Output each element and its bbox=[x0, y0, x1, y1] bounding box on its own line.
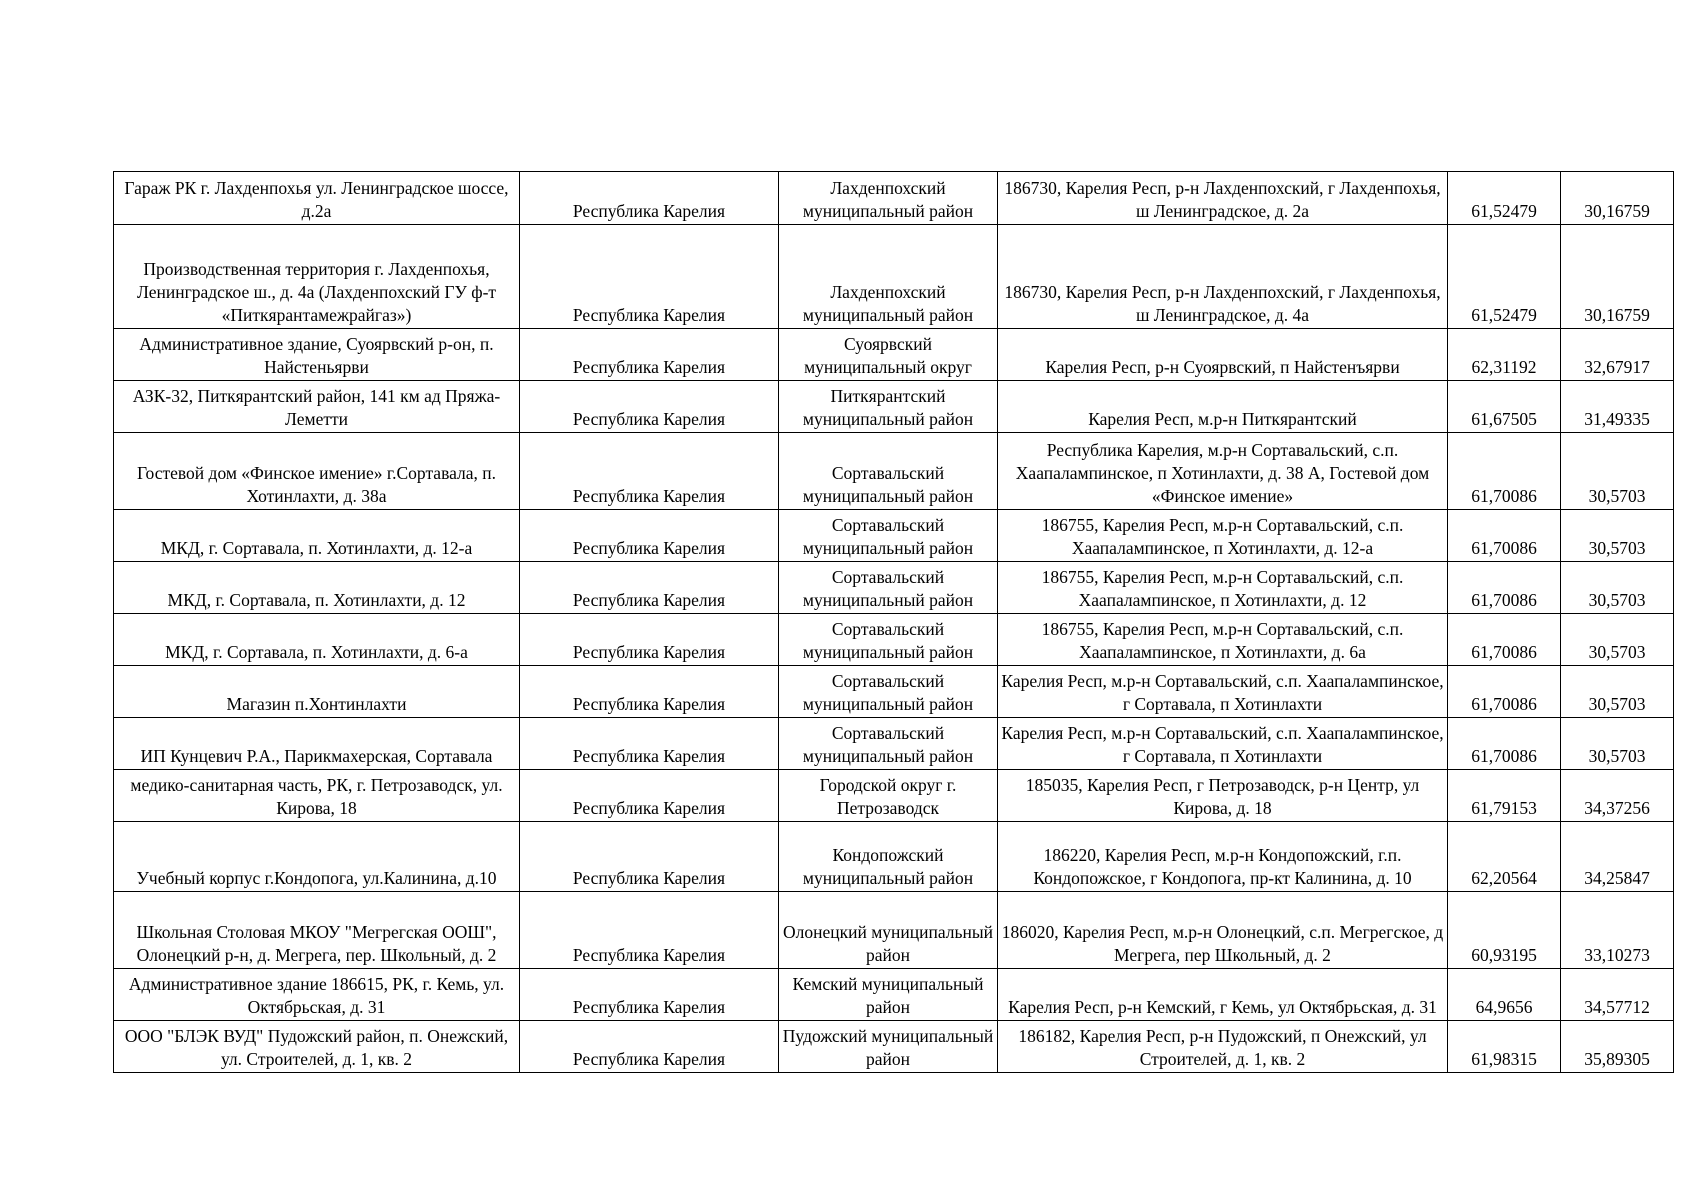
object-name-cell: МКД, г. Сортавала, п. Хотинлахти, д. 12 bbox=[114, 562, 520, 614]
longitude-cell: 30,5703 bbox=[1561, 510, 1674, 562]
table-row bbox=[114, 433, 1674, 510]
latitude-cell: 61,70086 bbox=[1448, 718, 1561, 770]
address-cell: 186755, Карелия Респ, м.р-н Сортавальский, с.п. Хаапалампинское, п Хотинлахти, д. 12-а bbox=[998, 510, 1448, 562]
latitude-cell: 61,70086 bbox=[1448, 614, 1561, 666]
latitude-cell: 64,9656 bbox=[1448, 969, 1561, 1021]
object-name-cell: Учебный корпус г.Кондопога, ул.Калинина, д.10 bbox=[114, 822, 520, 892]
table-row bbox=[114, 172, 1674, 225]
address-cell: 186730, Карелия Респ, р-н Лахденпохский, г Лахденпохья, ш Ленинградское, д. 2а bbox=[998, 172, 1448, 225]
municipality-cell: Сортавальский муниципальный район bbox=[779, 614, 998, 666]
municipality-cell: Питкярантский муниципальный район bbox=[779, 381, 998, 433]
longitude-cell: 33,10273 bbox=[1561, 892, 1674, 969]
address-cell: 186755, Карелия Респ, м.р-н Сортавальский, с.п. Хаапалампинское, п Хотинлахти, д. 6а bbox=[998, 614, 1448, 666]
latitude-cell: 61,79153 bbox=[1448, 770, 1561, 822]
table-row bbox=[114, 562, 1674, 614]
municipality-cell: Сортавальский муниципальный район bbox=[779, 666, 998, 718]
table-row bbox=[114, 892, 1674, 969]
municipality-cell: Сортавальский муниципальный район bbox=[779, 562, 998, 614]
region-cell: Республика Карелия bbox=[520, 969, 779, 1021]
municipality-cell: Сортавальский муниципальный район bbox=[779, 718, 998, 770]
latitude-cell: 60,93195 bbox=[1448, 892, 1561, 969]
object-name-cell: МКД, г. Сортавала, п. Хотинлахти, д. 6-а bbox=[114, 614, 520, 666]
region-cell: Республика Карелия bbox=[520, 510, 779, 562]
object-name-cell: Гостевой дом «Финское имение» г.Сортавала, п. Хотинлахти, д. 38а bbox=[114, 433, 520, 510]
table-row bbox=[114, 329, 1674, 381]
address-cell: 186182, Карелия Респ, р-н Пудожский, п Онежский, ул Строителей, д. 1, кв. 2 bbox=[998, 1021, 1448, 1073]
municipality-cell: Кемский муниципальный район bbox=[779, 969, 998, 1021]
municipality-cell: Суоярвский муниципальный округ bbox=[779, 329, 998, 381]
region-cell: Республика Карелия bbox=[520, 329, 779, 381]
longitude-cell: 30,5703 bbox=[1561, 614, 1674, 666]
region-cell: Республика Карелия bbox=[520, 892, 779, 969]
object-name-cell: МКД, г. Сортавала, п. Хотинлахти, д. 12-а bbox=[114, 510, 520, 562]
table-row bbox=[114, 614, 1674, 666]
longitude-cell: 35,89305 bbox=[1561, 1021, 1674, 1073]
address-cell: 186755, Карелия Респ, м.р-н Сортавальский, с.п. Хаапалампинское, п Хотинлахти, д. 12 bbox=[998, 562, 1448, 614]
longitude-cell: 32,67917 bbox=[1561, 329, 1674, 381]
address-cell: Республика Карелия, м.р-н Сортавальский, с.п. Хаапалампинское, п Хотинлахти, д. 38 А, Гостевой дом «Финское имение» bbox=[998, 433, 1448, 510]
latitude-cell: 61,67505 bbox=[1448, 381, 1561, 433]
region-cell: Республика Карелия bbox=[520, 822, 779, 892]
region-cell: Республика Карелия bbox=[520, 666, 779, 718]
longitude-cell: 34,57712 bbox=[1561, 969, 1674, 1021]
object-name-cell: ИП Кунцевич Р.А., Парикмахерская, Сортавала bbox=[114, 718, 520, 770]
latitude-cell: 61,70086 bbox=[1448, 666, 1561, 718]
longitude-cell: 30,16759 bbox=[1561, 172, 1674, 225]
latitude-cell: 61,70086 bbox=[1448, 510, 1561, 562]
longitude-cell: 34,25847 bbox=[1561, 822, 1674, 892]
object-name-cell: АЗК-32, Питкярантский район, 141 км ад Пряжа-Леметти bbox=[114, 381, 520, 433]
object-name-cell: медико-санитарная часть, РК, г. Петрозаводск, ул. Кирова, 18 bbox=[114, 770, 520, 822]
table-row bbox=[114, 381, 1674, 433]
region-cell: Республика Карелия bbox=[520, 172, 779, 225]
table-row bbox=[114, 770, 1674, 822]
latitude-cell: 61,70086 bbox=[1448, 433, 1561, 510]
table-row bbox=[114, 969, 1674, 1021]
municipality-cell: Сортавальский муниципальный район bbox=[779, 433, 998, 510]
longitude-cell: 30,5703 bbox=[1561, 433, 1674, 510]
table-row bbox=[114, 666, 1674, 718]
latitude-cell: 61,52479 bbox=[1448, 225, 1561, 329]
address-cell: Карелия Респ, м.р-н Сортавальский, с.п. Хаапалампинское, г Сортавала, п Хотинлахти bbox=[998, 666, 1448, 718]
address-cell: Карелия Респ, р-н Кемский, г Кемь, ул Октябрьская, д. 31 bbox=[998, 969, 1448, 1021]
table-row bbox=[114, 822, 1674, 892]
municipality-cell: Олонецкий муниципальный район bbox=[779, 892, 998, 969]
objects-table bbox=[113, 171, 1674, 1073]
address-cell: Карелия Респ, р-н Суоярвский, п Найстенъярви bbox=[998, 329, 1448, 381]
object-name-cell: Производственная территория г. Лахденпохья, Ленинградское ш., д. 4а (Лахденпохский ГУ ф-т «Питкярантамежрайгаз») bbox=[114, 225, 520, 329]
latitude-cell: 62,31192 bbox=[1448, 329, 1561, 381]
region-cell: Республика Карелия bbox=[520, 225, 779, 329]
address-cell: Карелия Респ, м.р-н Сортавальский, с.п. Хаапалампинское, г Сортавала, п Хотинлахти bbox=[998, 718, 1448, 770]
municipality-cell: Городской округ г. Петрозаводск bbox=[779, 770, 998, 822]
municipality-cell: Лахденпохский муниципальный район bbox=[779, 172, 998, 225]
table-row bbox=[114, 225, 1674, 329]
region-cell: Республика Карелия bbox=[520, 770, 779, 822]
latitude-cell: 61,52479 bbox=[1448, 172, 1561, 225]
address-cell: 185035, Карелия Респ, г Петрозаводск, р-н Центр, ул Кирова, д. 18 bbox=[998, 770, 1448, 822]
object-name-cell: Гараж РК г. Лахденпохья ул. Ленинградское шоссе, д.2а bbox=[114, 172, 520, 225]
object-name-cell: Административное здание, Суоярвский р-он, п. Найстеньярви bbox=[114, 329, 520, 381]
object-name-cell: Магазин п.Хонтинлахти bbox=[114, 666, 520, 718]
object-name-cell: Административное здание 186615, РК, г. Кемь, ул. Октябрьская, д. 31 bbox=[114, 969, 520, 1021]
region-cell: Республика Карелия bbox=[520, 718, 779, 770]
longitude-cell: 30,5703 bbox=[1561, 718, 1674, 770]
longitude-cell: 31,49335 bbox=[1561, 381, 1674, 433]
address-cell: 186730, Карелия Респ, р-н Лахденпохский, г Лахденпохья, ш Ленинградское, д. 4а bbox=[998, 225, 1448, 329]
address-cell: 186020, Карелия Респ, м.р-н Олонецкий, с.п. Мегрегское, д Мегрега, пер Школьный, д. 2 bbox=[998, 892, 1448, 969]
table-row bbox=[114, 510, 1674, 562]
municipality-cell: Кондопожский муниципальный район bbox=[779, 822, 998, 892]
address-cell: 186220, Карелия Респ, м.р-н Кондопожский, г.п. Кондопожское, г Кондопога, пр-кт Калинина, д. 10 bbox=[998, 822, 1448, 892]
longitude-cell: 30,16759 bbox=[1561, 225, 1674, 329]
municipality-cell: Лахденпохский муниципальный район bbox=[779, 225, 998, 329]
region-cell: Республика Карелия bbox=[520, 614, 779, 666]
object-name-cell: ООО "БЛЭК ВУД" Пудожский район, п. Онежский, ул. Строителей, д. 1, кв. 2 bbox=[114, 1021, 520, 1073]
latitude-cell: 61,70086 bbox=[1448, 562, 1561, 614]
object-name-cell: Школьная Столовая МКОУ "Мегрегская ООШ", Олонецкий р-н, д. Мегрега, пер. Школьный, д. 2 bbox=[114, 892, 520, 969]
longitude-cell: 30,5703 bbox=[1561, 666, 1674, 718]
address-cell: Карелия Респ, м.р-н Питкярантский bbox=[998, 381, 1448, 433]
region-cell: Республика Карелия bbox=[520, 562, 779, 614]
table-row bbox=[114, 718, 1674, 770]
longitude-cell: 30,5703 bbox=[1561, 562, 1674, 614]
objects-table-body bbox=[114, 172, 1674, 1073]
region-cell: Республика Карелия bbox=[520, 381, 779, 433]
longitude-cell: 34,37256 bbox=[1561, 770, 1674, 822]
latitude-cell: 62,20564 bbox=[1448, 822, 1561, 892]
table-row bbox=[114, 1021, 1674, 1073]
municipality-cell: Сортавальский муниципальный район bbox=[779, 510, 998, 562]
latitude-cell: 61,98315 bbox=[1448, 1021, 1561, 1073]
region-cell: Республика Карелия bbox=[520, 1021, 779, 1073]
region-cell: Республика Карелия bbox=[520, 433, 779, 510]
municipality-cell: Пудожский муниципальный район bbox=[779, 1021, 998, 1073]
